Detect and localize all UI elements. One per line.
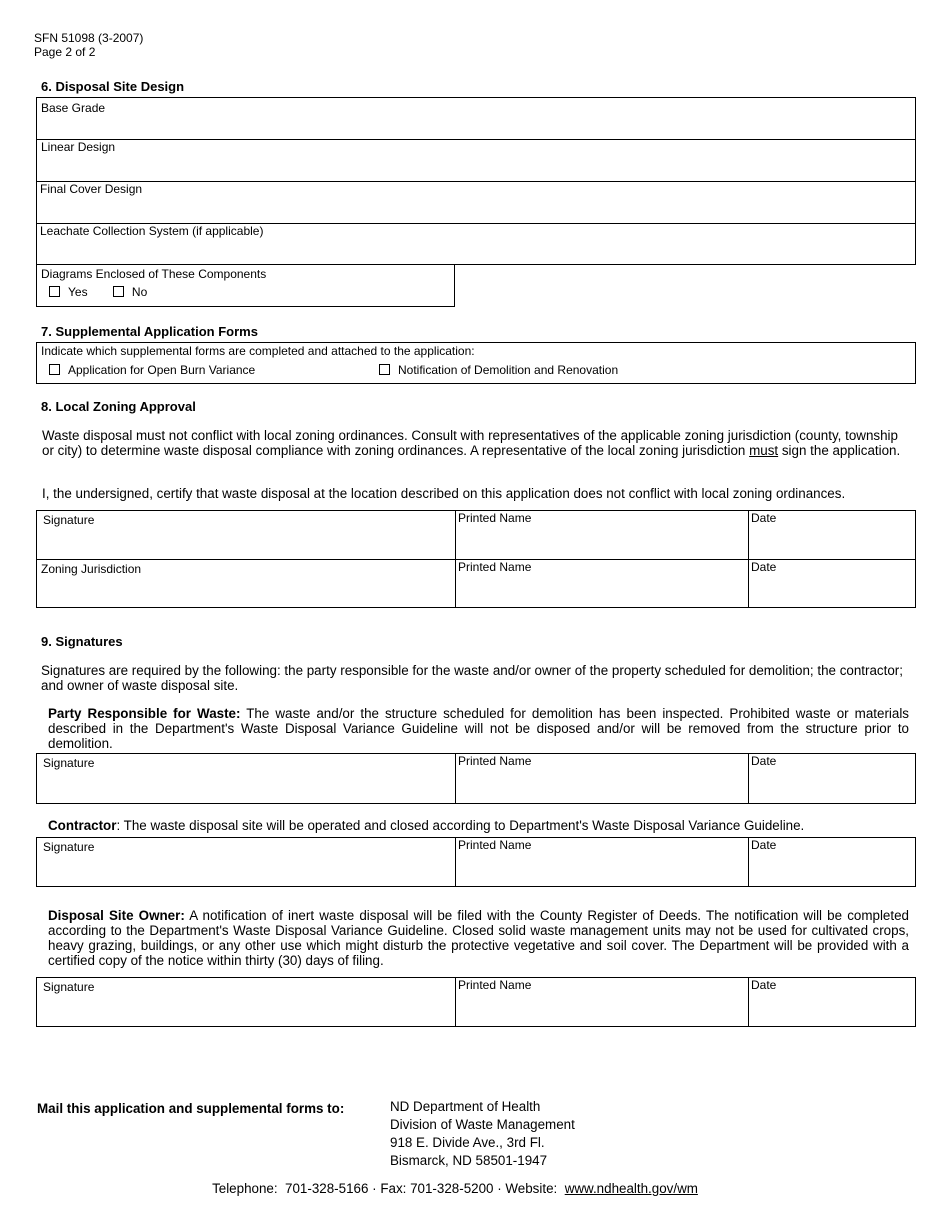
open-burn-option[interactable]: Application for Open Burn Variance xyxy=(49,363,255,377)
yes-checkbox[interactable] xyxy=(49,286,60,297)
contractor-signature-field[interactable]: Signature xyxy=(43,840,95,854)
contractor-printed-name-field[interactable]: Printed Name xyxy=(458,838,532,852)
contractor-paragraph: Contractor: The waste disposal site will be operated and closed according to Department's Waste Disposal Variance Guideline. xyxy=(48,818,805,833)
zoning-certification: I, the undersigned, certify that waste disposal at the location described on this application does not conflict with local zoning ordinances. xyxy=(42,486,846,501)
address-line: Bismarck, ND 58501-1947 xyxy=(390,1153,548,1168)
diagrams-enclosed-label: Diagrams Enclosed of These Components xyxy=(41,267,267,281)
jurisdiction-date-field[interactable]: Date xyxy=(751,560,777,574)
signatures-intro: Signatures are required by the following: the party responsible for the waste and/or owner of the property scheduled for demolition; the contractor; and owner of waste disposal site. xyxy=(41,663,903,693)
section-6-title: 6. Disposal Site Design xyxy=(41,79,185,94)
owner-signature-field[interactable]: Signature xyxy=(43,980,95,994)
demolition-notification-checkbox[interactable] xyxy=(379,364,390,375)
leachate-collection-field[interactable]: Leachate Collection System (if applicable) xyxy=(40,224,264,238)
zoning-printed-name-field[interactable]: Printed Name xyxy=(458,511,532,525)
owner-date-field[interactable]: Date xyxy=(751,978,777,992)
page-number: Page 2 of 2 xyxy=(34,45,96,59)
form-id: SFN 51098 (3-2007) xyxy=(34,31,144,45)
base-grade-field[interactable]: Base Grade xyxy=(41,101,106,115)
contact-line: Telephone: 701-328-5166 · Fax: 701-328-5200 · Website: www.ndhealth.gov/wm xyxy=(212,1181,698,1196)
zoning-signature-table xyxy=(36,510,916,608)
telephone: Telephone: 701-328-5166 xyxy=(212,1181,369,1196)
zoning-signature-field[interactable]: Signature xyxy=(43,513,95,527)
owner-printed-name-field[interactable]: Printed Name xyxy=(458,978,532,992)
address-line: Division of Waste Management xyxy=(390,1117,575,1132)
mail-label: Mail this application and supplemental forms to: xyxy=(37,1101,345,1116)
website-label: Website: xyxy=(505,1181,565,1196)
diagrams-no-option[interactable]: No xyxy=(113,285,147,299)
section-9-title: 9. Signatures xyxy=(41,634,123,649)
final-cover-design-field[interactable]: Final Cover Design xyxy=(40,182,143,196)
website-link[interactable]: www.ndhealth.gov/wm xyxy=(564,1181,698,1196)
linear-design-field[interactable]: Linear Design xyxy=(41,140,116,154)
no-checkbox[interactable] xyxy=(113,286,124,297)
address-line: 918 E. Divide Ave., 3rd Fl. xyxy=(390,1135,545,1150)
address-line: ND Department of Health xyxy=(390,1099,541,1114)
party-responsible-paragraph: Party Responsible for Waste: The waste and/or the structure scheduled for demolition has been inspected. Prohibited waste or materials described in the Department's Waste Disposal Variance Guideline will not be disposed and/or will be removed from the structure prior to demolition. xyxy=(48,706,909,751)
supplemental-forms-box xyxy=(36,342,916,384)
disposal-site-design-table xyxy=(36,97,916,265)
demolition-notification-option[interactable]: Notification of Demolition and Renovation xyxy=(379,363,618,377)
zoning-date-field[interactable]: Date xyxy=(751,511,777,525)
diagrams-enclosed-box xyxy=(36,264,455,307)
party-printed-name-field[interactable]: Printed Name xyxy=(458,754,532,768)
disposal-site-owner-paragraph: Disposal Site Owner: A notification of inert waste disposal will be filed with the County Register of Deeds. The notification will be completed according to the Department's Waste Disposal Variance Guideline. Closed solid waste management units may not be used for cultivated crops, heavy grazing, buildings, or any other use which might disturb the protective vegetative and soil cover. The Department will be provided with a certified copy of the notice within thirty (30) days of filing. xyxy=(48,908,909,968)
zoning-jurisdiction-field[interactable]: Zoning Jurisdiction xyxy=(41,562,142,576)
party-date-field[interactable]: Date xyxy=(751,754,777,768)
owner-signature-table xyxy=(36,977,916,1027)
mailing-address xyxy=(390,1098,575,1170)
section-7-title: 7. Supplemental Application Forms xyxy=(41,324,258,339)
contractor-signature-table xyxy=(36,837,916,887)
fax: Fax: 701-328-5200 xyxy=(380,1181,494,1196)
zoning-paragraph: Waste disposal must not conflict with local zoning ordinances. Consult with representatives of the applicable zoning jurisdiction (county, township or city) to determine waste disposal compliance with zoning ordinances. A representative of the local zoning jurisdiction must sign the application. xyxy=(42,428,901,458)
diagrams-yes-option[interactable]: Yes xyxy=(49,285,88,299)
open-burn-checkbox[interactable] xyxy=(49,364,60,375)
party-signature-table xyxy=(36,753,916,804)
supplemental-instruction: Indicate which supplemental forms are completed and attached to the application: xyxy=(41,344,475,358)
section-8-title: 8. Local Zoning Approval xyxy=(41,399,196,414)
jurisdiction-printed-name-field[interactable]: Printed Name xyxy=(458,560,532,574)
contractor-date-field[interactable]: Date xyxy=(751,838,777,852)
party-signature-field[interactable]: Signature xyxy=(43,756,95,770)
